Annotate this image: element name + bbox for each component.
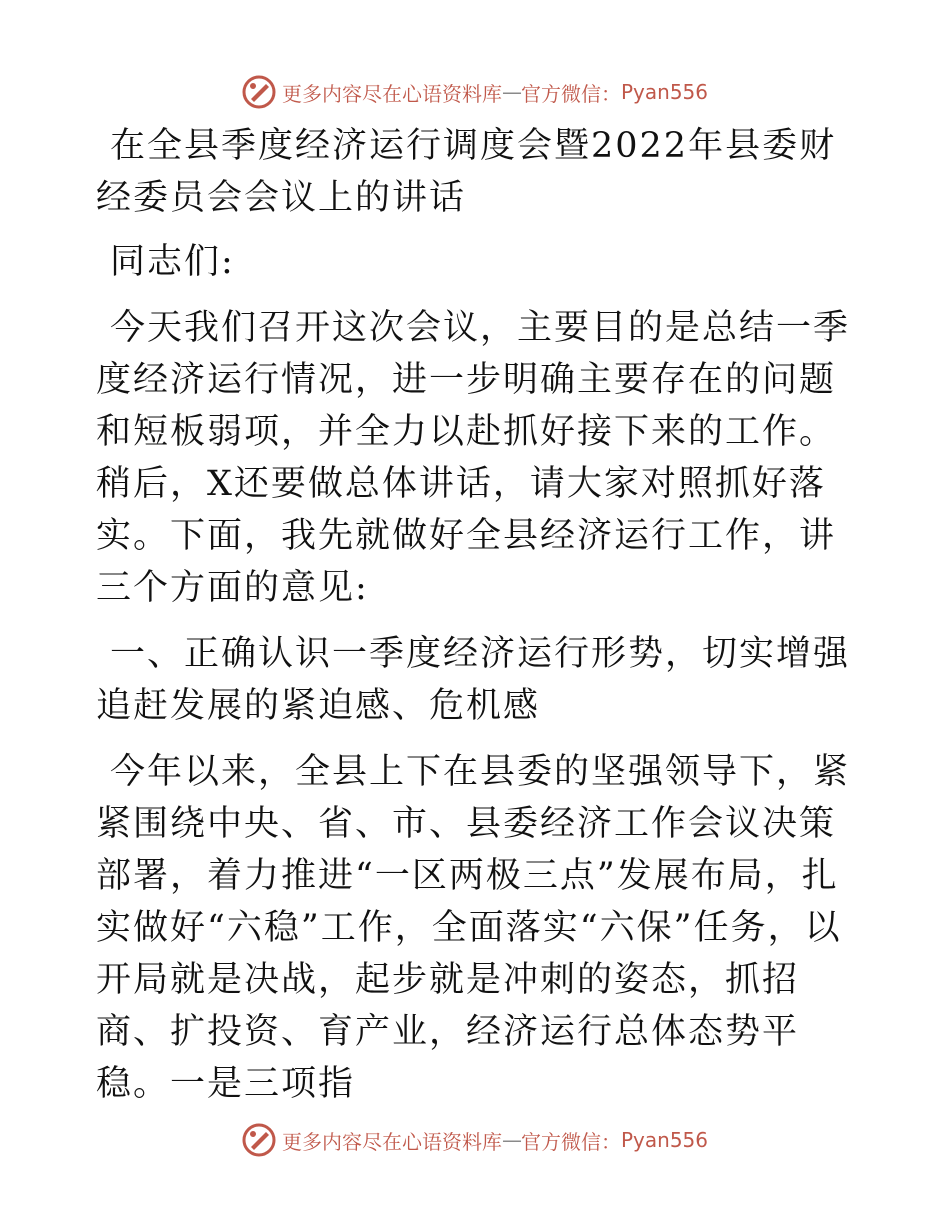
watermark-separator: — xyxy=(501,1128,521,1152)
watermark-bottom xyxy=(0,1120,950,1160)
section-heading-1: 一、正确认识一季度经济运行形势，切实增强追赶发展的紧迫感、危机感 xyxy=(96,634,851,726)
logo-icon xyxy=(242,1123,276,1157)
watermark-brand: 更多内容尽在心语资料库 xyxy=(281,81,502,106)
paragraph-intro: 今天我们召开这次会议，主要目的是总结一季度经济运行情况，进一步明确主要存在的问题和短板弱项，并全力以赴抓好接下来的工作。稍后，X还要做总体讲话，请大家对照抓好落实。下面，我先就做好全县经济运行工作，讲三个方面的意见: xyxy=(96,308,851,608)
paragraph-body: 今年以来，全县上下在县委的坚强领导下，紧紧围绕中央、省、市、县委经济工作会议决策部署，着力推进“一区两极三点”发展布局，扎实做好“六稳”工作，全面落实“六保”任务，以开局就是决战，起步就是冲刺的姿态，抓招商、扩投资、育产业，经济运行总体态势平稳。一是三项指 xyxy=(96,752,851,1104)
document-body xyxy=(96,120,856,1124)
watermark-wechat-id: Pyan556 xyxy=(620,1128,708,1152)
document-title: 在全县季度经济运行调度会暨2022年县委财经委员会会议上的讲话 xyxy=(96,126,837,218)
logo-icon xyxy=(242,75,276,109)
watermark-separator: — xyxy=(501,80,521,104)
watermark-brand: 更多内容尽在心语资料库 xyxy=(281,1129,502,1154)
watermark-top xyxy=(0,72,950,112)
watermark-wechat-id: Pyan556 xyxy=(620,80,708,104)
salutation: 同志们: xyxy=(110,242,235,282)
watermark-official: 官方微信： xyxy=(520,81,621,106)
watermark-official: 官方微信： xyxy=(520,1129,621,1154)
